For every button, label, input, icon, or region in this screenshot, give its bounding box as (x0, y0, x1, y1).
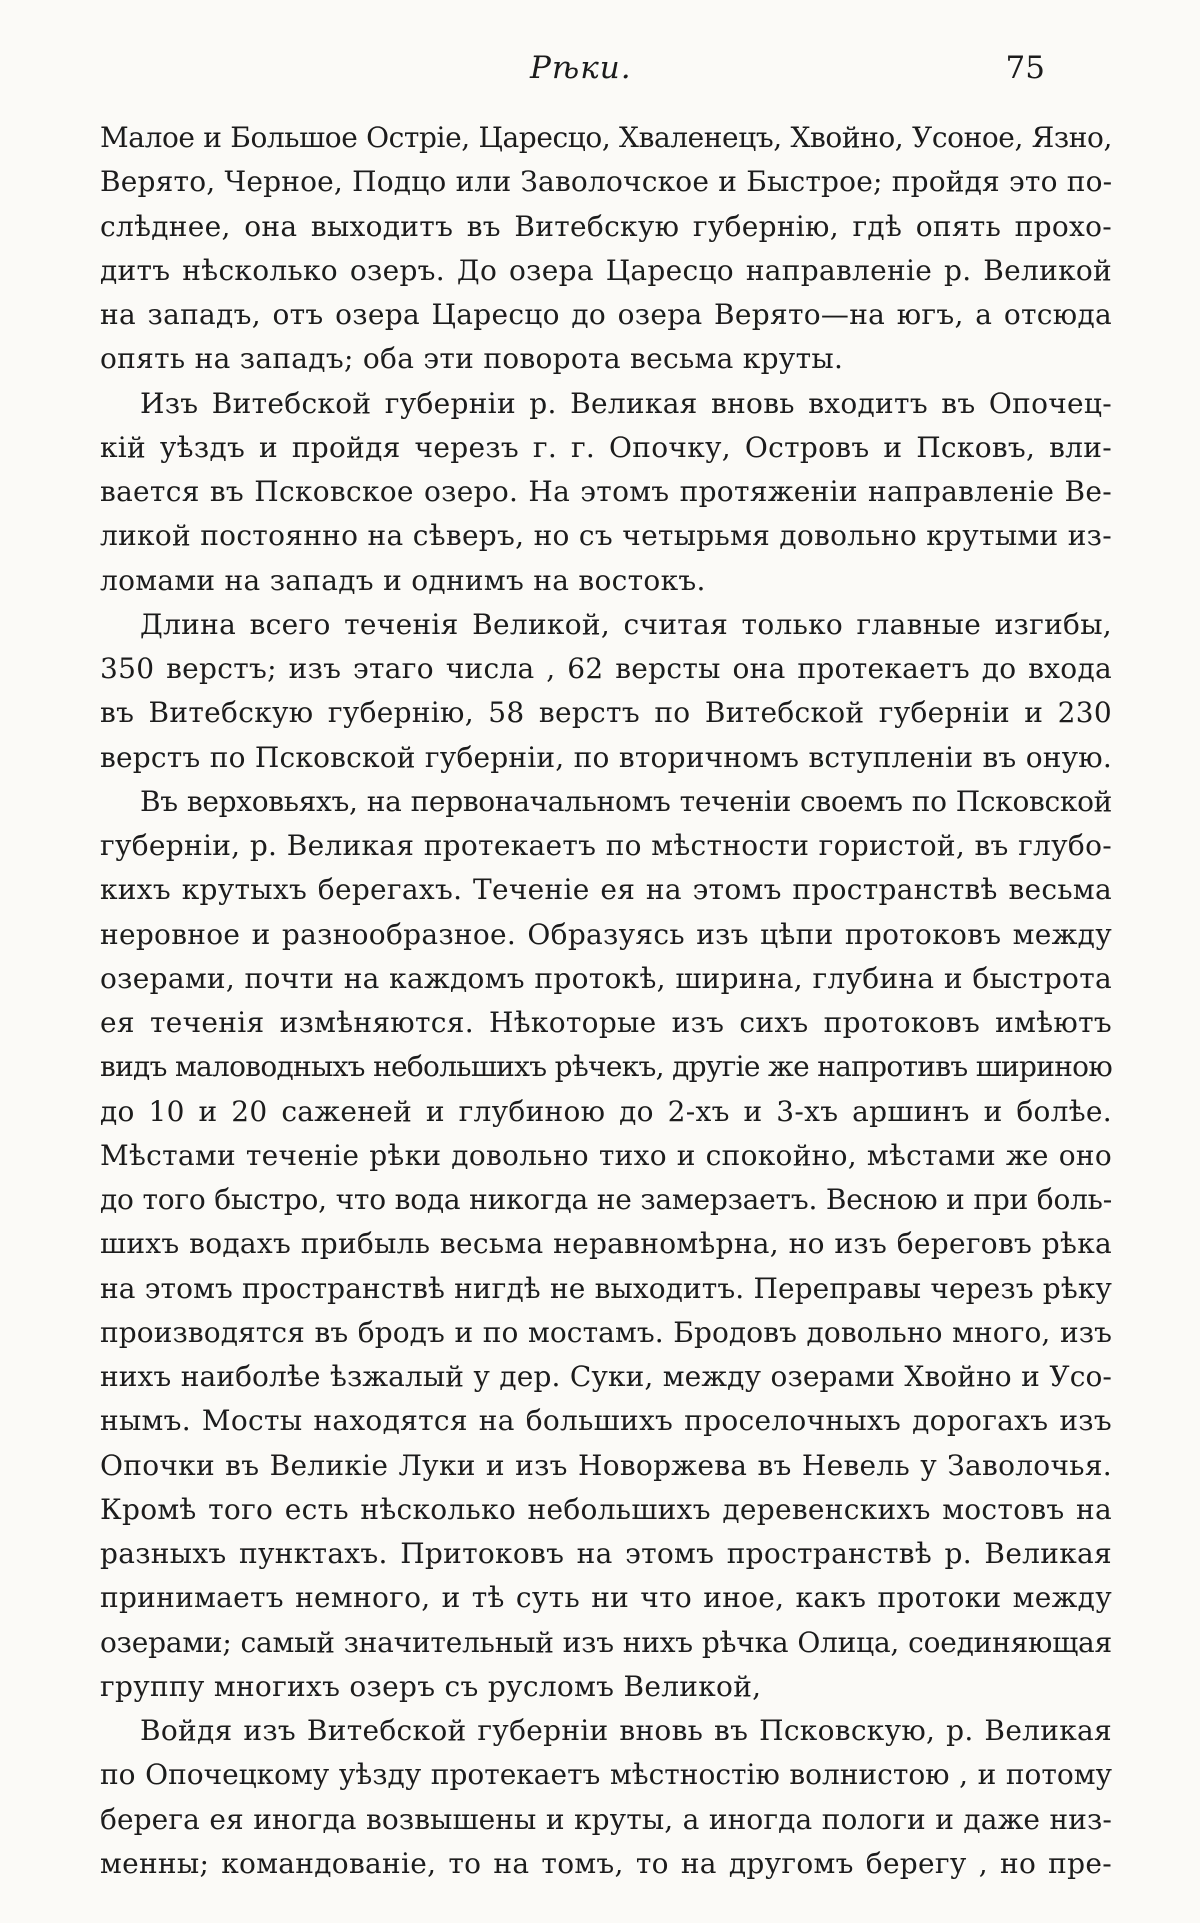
text-line: шихъ водахъ прибыль весьма неравномѣрна, но изъ береговъ рѣка (100, 1227, 1112, 1261)
text-line: озерами; самый значительный изъ нихъ рѣчка Олица, соединяющая (100, 1625, 1112, 1659)
text-line: до 10 и 20 саженей и глубиною до 2-хъ и 3-хъ аршинъ и болѣе. (100, 1094, 1112, 1128)
text-line: производятся въ бродъ и по мостамъ. Бродовъ довольно много, изъ (100, 1315, 1112, 1349)
text-line: по Опочецкому уѣзду протекаетъ мѣстностiю волнистою , и потому (100, 1758, 1112, 1792)
paragraph-first-line: Изъ Витебской губернiи р. Великая вновь входитъ въ Опочец- (140, 386, 1112, 420)
text-line: нихъ наиболѣе ѣзжалый у дер. Суки, между озерами Хвойно и Усо- (100, 1360, 1112, 1393)
text-line: видъ маловодныхъ небольшихъ рѣчекъ, другiе же напротивъ шириною (100, 1050, 1112, 1084)
text-line: разныхъ пунктахъ. Притоковъ на этомъ пространствѣ р. Великая (100, 1537, 1112, 1570)
text-line: озерами, почти на каждомъ протокѣ, ширина, глубина и быстрота (100, 961, 1112, 995)
text-line: вается въ Псковское озеро. На этомъ протяженiи направленiе Ве- (100, 475, 1112, 508)
text-line: ликой постоянно на сѣверъ, но съ четырьмя довольно крутыми из- (100, 519, 1112, 553)
text-line: до того быстро, что вода никогда не замерзаетъ. Весною и при боль- (100, 1183, 1112, 1216)
text-line: берега ея иногда возвышены и круты, а иногда пологи и даже низ- (100, 1802, 1112, 1836)
text-line: кiй уѣздъ и пройдя черезъ г. г. Опочку, Островъ и Псковъ, вли- (100, 430, 1112, 464)
text-line: кихъ крутыхъ берегахъ. Теченiе ея на этомъ пространствѣ весьма (100, 873, 1112, 907)
text-line: неровное и разнообразное. Образуясь изъ цѣпи протоковъ между (100, 917, 1112, 951)
text-line: Кромѣ того есть нѣсколько небольшихъ деревенскихъ мостовъ на (100, 1492, 1112, 1526)
text-line: ея теченiя измѣняются. Нѣкоторые изъ сихъ протоковъ имѣютъ (100, 1006, 1112, 1039)
text-line: Малое и Большое Острiе, Царесцо, Хваленецъ, Хвойно, Усоное, Язно, (100, 121, 1112, 154)
text-line: менны; командованiе, то на томъ, то на другомъ берегу , но пре- (100, 1846, 1112, 1880)
text-line: въ Витебскую губернiю, 58 верстъ по Витебской губернiи и 230 (100, 696, 1112, 730)
text-line: ломами на западъ и однимъ на востокъ. (100, 563, 706, 597)
text-line: губернiи, р. Великая протекаетъ по мѣстности гористой, въ глубо- (100, 829, 1112, 862)
paragraph-first-line: Длина всего теченiя Великой, считая только главные изгибы, (140, 607, 1112, 641)
text-line: верстъ по Псковской губернiи, по вторичномъ вступленiи въ оную. (100, 740, 1112, 774)
text-line: группу многихъ озеръ съ русломъ Великой, (100, 1669, 762, 1703)
page-number: 75 (1005, 50, 1045, 86)
paragraph-first-line: Въ верховьяхъ, на первоначальномъ теченiи своемъ по Псковской (140, 784, 1112, 818)
text-line: нымъ. Мосты находятся на большихъ проселочныхъ дорогахъ изъ (100, 1404, 1112, 1438)
body-text (100, 116, 1112, 1886)
running-head (100, 50, 1060, 100)
text-line: опять на западъ; оба эти поворота весьма круты. (100, 342, 844, 376)
text-line: Мѣстами теченiе рѣки довольно тихо и спокойно, мѣстами же оно (100, 1138, 1112, 1172)
text-line: Верято, Черное, Подцо или Заволочское и Быстрое; пройдя это по- (100, 165, 1113, 199)
text-line: 350 верстъ; изъ этаго числа , 62 версты она протекаетъ до входа (100, 652, 1112, 685)
text-line: Опочки въ Великiе Луки и изъ Новоржева въ Невель у Заволочья. (100, 1448, 1112, 1482)
text-line: принимаетъ немного, и тѣ суть ни что иное, какъ протоки между (100, 1581, 1112, 1615)
text-line: на этомъ пространствѣ нигдѣ не выходитъ. Переправы черезъ рѣку (100, 1271, 1112, 1305)
text-line: на западъ, отъ озера Царесцо до озера Верято—на югъ, а отсюда (100, 298, 1112, 331)
text-line: дитъ нѣсколько озеръ. До озера Царесцо направленiе р. Великой (100, 253, 1112, 287)
paragraph-first-line: Войдя изъ Витебской губернiи вновь въ Псковскую, р. Великая (140, 1714, 1112, 1747)
text-line: слѣднее, она выходитъ въ Витебскую губернiю, гдѣ опять прохо- (100, 209, 1112, 243)
running-title: Рѣки. (530, 50, 632, 86)
